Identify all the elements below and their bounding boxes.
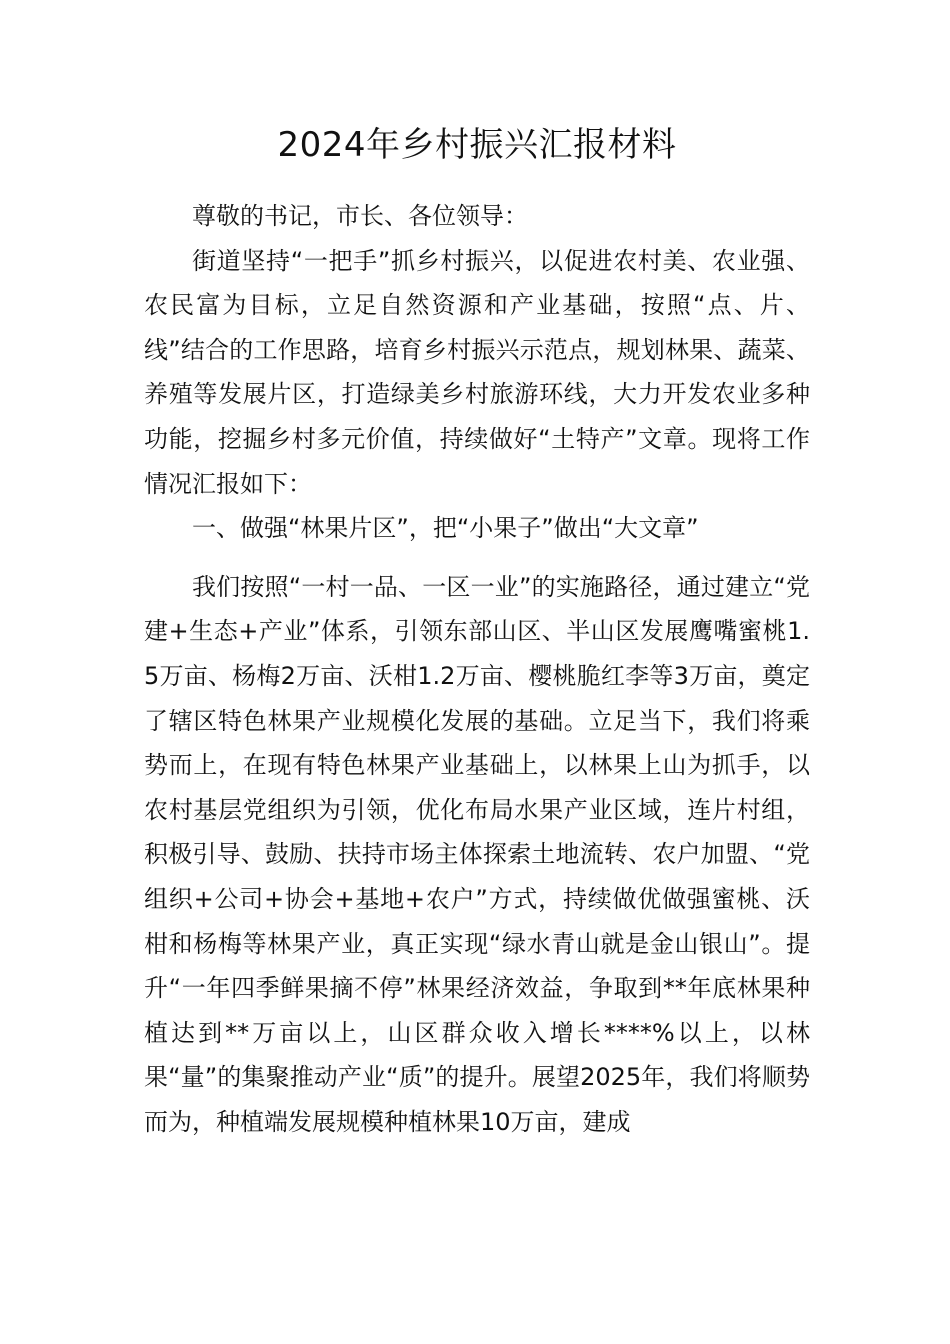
salutation: 尊敬的书记，市长、各位领导： (192, 202, 528, 230)
body-paragraph: 我们按照“一村一品、一区一业”的实施路径，通过建立“党建+生态+产业”体系，引领东部山区、半山区发展鹰嘴蜜桃1.5万亩、杨梅2万亩、沃柑1.2万亩、樱桃脆红李等3万亩，奠定了辖区特色林果产业规模化发展的基础。立足当下，我们将乘势而上，在现有特色林果产业基础上，以林果上山为抓手，以农村基层党组织为引领，优化布局水果产业区域，连片村组，积极引导、鼓励、扶持市场主体探索土地流转、农户加盟、“党组织+公司+协会+基地+农户”方式，持续做优做强蜜桃、沃柑和杨梅等林果产业，真正实现“绿水青山就是金山银山”。提升“一年四季鲜果摘不停”林果经济效益，争取到**年底林果种植达到**万亩以上，山区群众收入增长****%以上，以林果“量”的集聚推动产业“质”的提升。展望2025年，我们将顺势而为，种植端发展规模种植林果10万亩，建成 (144, 572, 810, 1136)
intro-paragraph: 街道坚持“一把手”抓乡村振兴，以促进农村美、农业强、农民富为目标，立足自然资源和产业基础，按照“点、片、线”结合的工作思路，培育乡村振兴示范点，规划林果、蔬菜、养殖等发展片区，打造绿美乡村旅游环线，大力开发农业多种功能，挖掘乡村多元价值，持续做好“土特产”文章。现将工作情况汇报如下： (144, 246, 810, 498)
section-heading-1: 一、做强“林果片区”，把“小果子”做出“大文章” (192, 514, 699, 543)
document-title: 2024年乡村振兴汇报材料 (277, 125, 677, 165)
